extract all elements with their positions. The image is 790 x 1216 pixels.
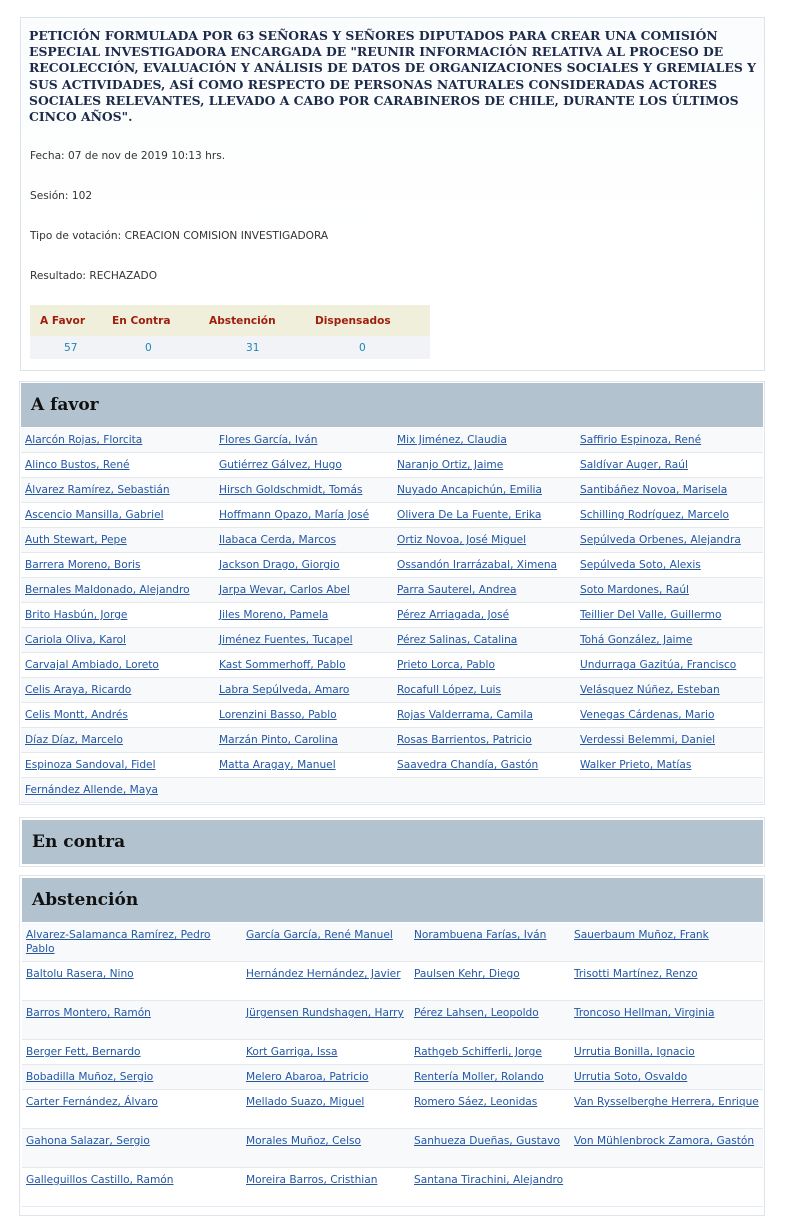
- abstencion-member-link[interactable]: Troncoso Hellman, Virginia: [574, 1007, 715, 1019]
- afavor-row-divider: [21, 502, 763, 503]
- abstencion-member-link[interactable]: Urrutia Soto, Osvaldo: [574, 1071, 688, 1083]
- abstencion-header: [22, 878, 763, 922]
- afavor-member-link[interactable]: Hirsch Goldschmidt, Tomás: [219, 484, 363, 496]
- afavor-row-divider: [21, 452, 763, 453]
- abstencion-row-divider: [22, 1089, 763, 1090]
- abstencion-row-divider: [22, 961, 763, 962]
- abstencion-member-link[interactable]: Kort Garriga, Issa: [246, 1046, 338, 1058]
- afavor-member-link[interactable]: Fernández Allende, Maya: [25, 784, 159, 796]
- afavor-member-link[interactable]: Kast Sommerhoff, Pablo: [219, 659, 346, 671]
- vote-session: Sesión: 102: [30, 190, 93, 202]
- abstencion-member-link[interactable]: Rentería Moller, Rolando: [414, 1071, 544, 1083]
- afavor-member-link[interactable]: Matta Aragay, Manuel: [219, 759, 336, 771]
- afavor-member-link[interactable]: Rocafull López, Luis: [397, 684, 502, 696]
- afavor-member-link[interactable]: Mix Jiménez, Claudia: [397, 434, 507, 446]
- afavor-member-link[interactable]: Undurraga Gazitúa, Francisco: [580, 659, 737, 671]
- abstencion-member-link[interactable]: García García, René Manuel: [246, 929, 393, 941]
- afavor-member-link[interactable]: Venegas Cárdenas, Mario: [580, 709, 715, 721]
- vote-date: Fecha: 07 de nov de 2019 10:13 hrs.: [30, 150, 226, 162]
- afavor-member-link[interactable]: Marzán Pinto, Carolina: [219, 734, 338, 746]
- abstencion-member-link[interactable]: Rathgeb Schifferli, Jorge: [414, 1046, 542, 1058]
- vote-summary-table: [30, 305, 430, 359]
- abstencion-row-divider: [22, 1167, 763, 1168]
- abstencion-member-link[interactable]: Baltolu Rasera, Nino: [26, 968, 134, 980]
- abstencion-member-link[interactable]: Gahona Salazar, Sergio: [26, 1135, 150, 1147]
- abstencion-member-link[interactable]: Jürgensen Rundshagen, Harry: [246, 1007, 404, 1019]
- afavor-member-link[interactable]: Tohá González, Jaime: [580, 634, 693, 646]
- abstencion-title: Abstención: [32, 890, 139, 910]
- afavor-member-link[interactable]: Saavedra Chandía, Gastón: [397, 759, 539, 771]
- afavor-member-link[interactable]: Brito Hasbún, Jorge: [25, 609, 128, 621]
- vote-title: PETICIÓN FORMULADA POR 63 SEÑORAS Y SEÑORES DIPUTADOS PARA CREAR UNA COMISIÓN ESPECIAL INVESTIGADORA ENCARGADA DE "REUNIR INFORMACIÓN RELATIVA AL PROCESO DE RECOLECCIÓN, EVALUACIÓN Y ANÁLISIS DE DATOS DE ORGANIZACIONES SOCIALES Y GREMIALES Y SUS ACTIVIDADES, ASÍ COMO RESPECTO DE PERSONAS NATURALES CONSIDERADAS ACTORES SOCIALES RELEVANTES, LLEVADO A CABO POR CARABINEROS DE CHILE, DURANTE LOS ÚLTIMOS CINCO AÑOS".: [29, 28, 756, 125]
- afavor-row-divider: [21, 702, 763, 703]
- summary-header-abstencion: Abstención: [209, 305, 315, 336]
- afavor-member-link[interactable]: Walker Prieto, Matías: [580, 759, 692, 771]
- afavor-member-link[interactable]: Prieto Lorca, Pablo: [397, 659, 495, 671]
- summary-header-contra: En Contra: [112, 305, 209, 336]
- abstencion-member-link[interactable]: Norambuena Farías, Iván: [414, 929, 547, 941]
- afavor-member-link[interactable]: Gutiérrez Gálvez, Hugo: [219, 459, 342, 471]
- afavor-row-divider: [21, 552, 763, 553]
- abstencion-member-link[interactable]: Mellado Suazo, Miguel: [246, 1096, 365, 1108]
- abstencion-member-link[interactable]: Bobadilla Muñoz, Sergio: [26, 1071, 154, 1083]
- abstencion-member-link[interactable]: Romero Sáez, Leonidas: [414, 1096, 538, 1108]
- afavor-member-link[interactable]: Cariola Oliva, Karol: [25, 634, 126, 646]
- abstencion-member-link[interactable]: Barros Montero, Ramón: [26, 1007, 151, 1019]
- afavor-row-divider: [21, 802, 763, 803]
- afavor-header: [21, 383, 763, 427]
- afavor-member-link[interactable]: Celis Montt, Andrés: [25, 709, 128, 721]
- abstencion-member-link[interactable]: Galleguillos Castillo, Ramón: [26, 1174, 174, 1186]
- afavor-member-link[interactable]: Espinoza Sandoval, Fidel: [25, 759, 156, 771]
- afavor-member-link[interactable]: Saffirio Espinoza, René: [580, 434, 702, 446]
- abstencion-row-divider: [22, 1039, 763, 1040]
- summary-value-dispensados: 0: [315, 336, 430, 359]
- afavor-member-link[interactable]: Verdessi Belemmi, Daniel: [580, 734, 716, 746]
- vote-result: Resultado: RECHAZADO: [30, 270, 158, 282]
- afavor-member-link[interactable]: Rojas Valderrama, Camila: [397, 709, 533, 721]
- afavor-member-link[interactable]: Barrera Moreno, Boris: [25, 559, 141, 571]
- summary-value-contra: 0: [112, 336, 209, 359]
- afavor-member-link[interactable]: Schilling Rodríguez, Marcelo: [580, 509, 730, 521]
- abstencion-member-link[interactable]: Paulsen Kehr, Diego: [414, 968, 520, 980]
- abstencion-member-link[interactable]: Urrutia Bonilla, Ignacio: [574, 1046, 695, 1058]
- afavor-member-link[interactable]: Díaz Díaz, Marcelo: [25, 734, 123, 746]
- afavor-member-link[interactable]: Naranjo Ortiz, Jaime: [397, 459, 504, 471]
- abstencion-member-link[interactable]: Hernández Hernández, Javier: [246, 968, 401, 980]
- afavor-member-link[interactable]: Ossandón Irarrázabal, Ximena: [397, 559, 558, 571]
- abstencion-member-link[interactable]: Pérez Lahsen, Leopoldo: [414, 1007, 539, 1019]
- summary-value-abstencion: 31: [209, 336, 315, 359]
- abstencion-member-link[interactable]: Von Mühlenbrock Zamora, Gastón: [574, 1135, 755, 1147]
- afavor-member-link[interactable]: Sepúlveda Orbenes, Alejandra: [580, 534, 741, 546]
- abstencion-member-link[interactable]: Sauerbaum Muñoz, Frank: [574, 929, 709, 941]
- afavor-member-link[interactable]: Alarcón Rojas, Florcita: [25, 434, 143, 446]
- encontra-header: [22, 820, 763, 864]
- afavor-member-link[interactable]: Pérez Salinas, Catalina: [397, 634, 518, 646]
- afavor-member-link[interactable]: Ortiz Novoa, José Miguel: [397, 534, 527, 546]
- abstencion-member-link[interactable]: Carter Fernández, Álvaro: [26, 1096, 158, 1108]
- afavor-member-link[interactable]: Sepúlveda Soto, Alexis: [580, 559, 701, 571]
- afavor-member-link[interactable]: Labra Sepúlveda, Amaro: [219, 684, 350, 696]
- abstencion-member-link[interactable]: Morales Muñoz, Celso: [246, 1135, 362, 1147]
- afavor-member-link[interactable]: Jiménez Fuentes, Tucapel: [219, 634, 353, 646]
- abstencion-member-link[interactable]: Santana Tirachini, Alejandro: [414, 1174, 564, 1186]
- afavor-row-divider: [21, 602, 763, 603]
- afavor-member-link[interactable]: Saldívar Auger, Raúl: [580, 459, 688, 471]
- abstencion-member-link[interactable]: Alvarez-Salamanca Ramírez, Pedro Pablo: [26, 929, 211, 955]
- afavor-title: A favor: [31, 395, 99, 415]
- afavor-member-link[interactable]: Pérez Arriagada, José: [397, 609, 510, 621]
- afavor-row-divider: [21, 652, 763, 653]
- afavor-member-link[interactable]: Jackson Drago, Giorgio: [219, 559, 340, 571]
- afavor-member-link[interactable]: Jiles Moreno, Pamela: [219, 609, 329, 621]
- afavor-member-link[interactable]: Teillier Del Valle, Guillermo: [580, 609, 722, 621]
- afavor-member-link[interactable]: Jarpa Wevar, Carlos Abel: [219, 584, 350, 596]
- afavor-member-link[interactable]: Flores García, Iván: [219, 434, 318, 446]
- afavor-member-link[interactable]: Rosas Barrientos, Patricio: [397, 734, 532, 746]
- afavor-member-link[interactable]: Alinco Bustos, René: [25, 459, 130, 471]
- afavor-member-link[interactable]: Auth Stewart, Pepe: [25, 534, 127, 546]
- afavor-row-divider: [21, 752, 763, 753]
- encontra-title: En contra: [32, 832, 126, 852]
- afavor-member-link[interactable]: Lorenzini Basso, Pablo: [219, 709, 337, 721]
- afavor-member-link[interactable]: Ascencio Mansilla, Gabriel: [25, 509, 164, 521]
- afavor-member-link[interactable]: Parra Sauterel, Andrea: [397, 584, 517, 596]
- abstencion-member-link[interactable]: Moreira Barros, Cristhian: [246, 1174, 378, 1186]
- summary-header-favor: A Favor: [30, 305, 112, 336]
- afavor-member-link[interactable]: Nuyado Ancapichún, Emilia: [397, 484, 542, 496]
- afavor-member-link[interactable]: Soto Mardones, Raúl: [580, 584, 689, 596]
- afavor-member-link[interactable]: Celis Araya, Ricardo: [25, 684, 132, 696]
- abstencion-member-link[interactable]: Van Rysselberghe Herrera, Enrique: [574, 1096, 759, 1108]
- afavor-member-link[interactable]: Ilabaca Cerda, Marcos: [219, 534, 337, 546]
- abstencion-row-divider: [22, 1206, 763, 1207]
- afavor-member-link[interactable]: Santibáñez Novoa, Marisela: [580, 484, 728, 496]
- afavor-member-link[interactable]: Carvajal Ambiado, Loreto: [25, 659, 159, 671]
- abstencion-member-link[interactable]: Trisotti Martínez, Renzo: [574, 968, 698, 980]
- afavor-member-link[interactable]: Álvarez Ramírez, Sebastián: [25, 484, 170, 496]
- summary-value-favor: 57: [30, 336, 112, 359]
- afavor-member-link[interactable]: Olivera De La Fuente, Erika: [397, 509, 542, 521]
- summary-header-dispensados: Dispensados: [315, 305, 430, 336]
- abstencion-member-link[interactable]: Berger Fett, Bernardo: [26, 1046, 141, 1058]
- afavor-member-link[interactable]: Velásquez Núñez, Esteban: [580, 684, 720, 696]
- abstencion-member-link[interactable]: Sanhueza Dueñas, Gustavo: [414, 1135, 560, 1147]
- afavor-member-link[interactable]: Bernales Maldonado, Alejandro: [25, 584, 190, 596]
- vote-type: Tipo de votación: CREACION COMISION INVESTIGADORA: [30, 230, 329, 242]
- abstencion-member-link[interactable]: Melero Abaroa, Patricio: [246, 1071, 369, 1083]
- afavor-member-link[interactable]: Hoffmann Opazo, María José: [219, 509, 370, 521]
